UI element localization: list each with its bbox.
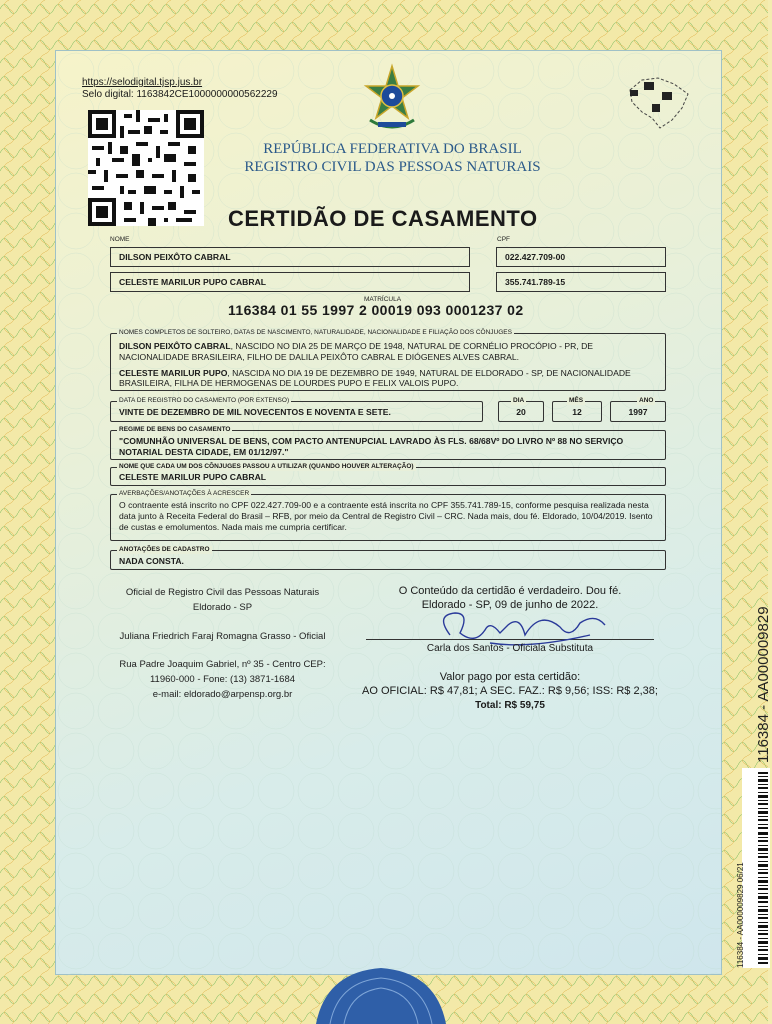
oficial-email: e-mail: eldorado@arpensp.org.br [152,689,293,700]
matricula-number: 116384 01 55 1997 2 00019 093 0001237 02 [228,302,524,318]
dia-field [498,397,544,422]
valores-detail: AO OFICIAL: R$ 47,81; A SEC. FAZ.: R$ 9,56; ISS: R$ 2,38; [362,685,658,697]
spouse2-cpf-field: 355.741.789-15 [496,272,666,292]
nome-utilizado-section [110,463,666,486]
mes-field [552,397,602,422]
valores-block [340,670,680,713]
blue-seal-emblem [306,962,456,1024]
spouse1-cpf-field: 022.427.709-00 [496,247,666,267]
nomes-solteiro-legend: NOMES COMPLETOS DE SOLTEIRO, DATAS DE NASCIMENTO, NATURALIDADE, NACIONALIDADE E FILIAÇÃO DOS CÔNJUGES [119,329,512,336]
data-registro-section [110,397,483,422]
dia-value: 20 [516,407,526,417]
ano-legend: ANO [639,397,654,404]
oficial-address-line1: Rua Padre Joaquim Gabriel, nº 35 - Centro CEP: [119,659,326,670]
republica-heading [200,140,585,176]
mes-value: 12 [572,407,582,417]
matricula-label: MATRÍCULA [364,296,402,303]
nomes-solteiro-section [110,329,666,391]
registro-civil-title: REGISTRO CIVIL DAS PESSOAS NATURAIS [244,159,541,175]
dia-legend: DIA [513,397,525,404]
nome-utilizado-legend: NOME QUE CADA UM DOS CÔNJUGES PASSOU A UTILIZAR (QUANDO HOUVER ALTERAÇÃO) [119,463,414,470]
oficial-block [100,585,345,702]
ano-field [610,397,666,422]
oficial-city: Eldorado - SP [192,602,253,613]
qr-code-icon[interactable] [84,110,208,226]
data-registro-value: VINTE DE DEZEMBRO DE MIL NOVECENTOS E NOVENTA E SETE. [119,407,391,417]
spouse1-details-name: DILSON PEIXÔTO CABRAL [119,341,231,351]
spouse1-details [119,341,657,363]
side-serial-number [733,585,772,763]
brazil-map-mark-icon [622,72,692,132]
averbacoes-value: O contraente está inscrito no CPF 022.427.709-00 e a contraente está inscrita no CPF 355.741.789-15, conforme pesquisa realizada nesta data junto à Receita Federal do Brasil – RFB, por meio da Central de Registro Civil – CRC. Nada mais, dou fé. Eldorado, 10/04/2019. Isento de custas e emolumentos. Nada mais me cumpria certificar. [119,500,653,532]
barcode-caption: 116384 - AA000009829 06/21 [736,862,745,968]
spouse2-name-field: CELESTE MARILUR PUPO CABRAL [110,272,470,292]
oficial-address-line2: 11960-000 - Fone: (13) 3871-1684 [149,674,296,685]
cadastro-legend: ANOTAÇÕES DE CADASTRO [119,546,210,553]
regime-bens-value: "COMUNHÃO UNIVERSAL DE BENS, COM PACTO ANTENUPCIAL LAVRADO ÀS FLS. 68/68Vº DO LIVRO Nº 88 NO SERVIÇO NOTARIAL DESTA CIDADE, EM 01/12/97." [119,436,624,457]
signer-name: Carla dos Santos - Oficiala Substituta [426,643,594,654]
certificacao-date: Eldorado - SP, 09 de junho de 2022. [421,599,599,611]
cadastro-value: NADA CONSTA. [119,556,184,566]
data-registro-legend: DATA DE REGISTRO DO CASAMENTO (POR EXTENSO) [119,397,290,404]
spouse2-details-text: , NASCIDA NO DIA 19 DE DEZEMBRO DE 1949, NATURAL DE ELDORADO - SP, DE NACIONALIDADE BRASILEIRA, FILHA DE HERMOGENAS DE LOURDES PUPO E FELIX VALOIS PUPO. [119,367,631,389]
spouse2-details-name: CELESTE MARILUR PUPO [119,367,228,378]
valor-total: Total: R$ 59,75 [475,700,545,711]
selo-digital-link[interactable]: https://selodigital.tjsp.jus.br [82,77,203,88]
selo-digital-code: Selo digital: 1163842CE1000000000562229 [82,89,278,100]
side-serial-text: 116384 - AA000009829 [755,606,772,763]
nome-label: NOME [110,236,130,243]
valor-label: Valor pago por esta certidão: [439,671,581,683]
spouse1-name-field: DILSON PEIXÔTO CABRAL [110,247,470,267]
spouse1-details-text: , NASCIDO NO DIA 25 DE MARÇO DE 1948, NATURAL DE CORNÉLIO PROCÓPIO - PR, DE NACIONALIDADE BRASILEIRA, FILHO DE DALILA PEIXÔTO CABRAL E DIÓGENES ALVES CABRAL. [119,341,594,362]
barcode-icon [742,768,770,968]
page-title: CERTIDÃO DE CASAMENTO [228,206,538,231]
regime-bens-section [110,426,666,460]
cpf-label: CPF [497,236,510,243]
republica-title: REPÚBLICA FEDERATIVA DO BRASIL [263,141,522,157]
averbacoes-legend: AVERBAÇÕES/ANOTAÇÕES À ACRESCER [119,490,250,497]
ano-value: 1997 [628,407,648,417]
nome-utilizado-value: CELESTE MARILUR PUPO CABRAL [119,472,267,482]
mes-legend: MÊS [569,397,584,404]
averbacoes-section [110,490,666,541]
certificacao-statement: O Conteúdo da certidão é verdadeiro. Dou fé. [398,585,622,597]
oficial-title: Oficial de Registro Civil das Pessoas Naturais [125,587,320,598]
cadastro-section [110,546,666,570]
oficial-name: Juliana Friedrich Faraj Romagna Grasso - Oficial [119,631,326,642]
brazil-coat-of-arms-icon [356,64,428,136]
regime-bens-legend: REGIME DE BENS DO CASAMENTO [119,426,231,433]
spouse2-details [119,368,657,390]
